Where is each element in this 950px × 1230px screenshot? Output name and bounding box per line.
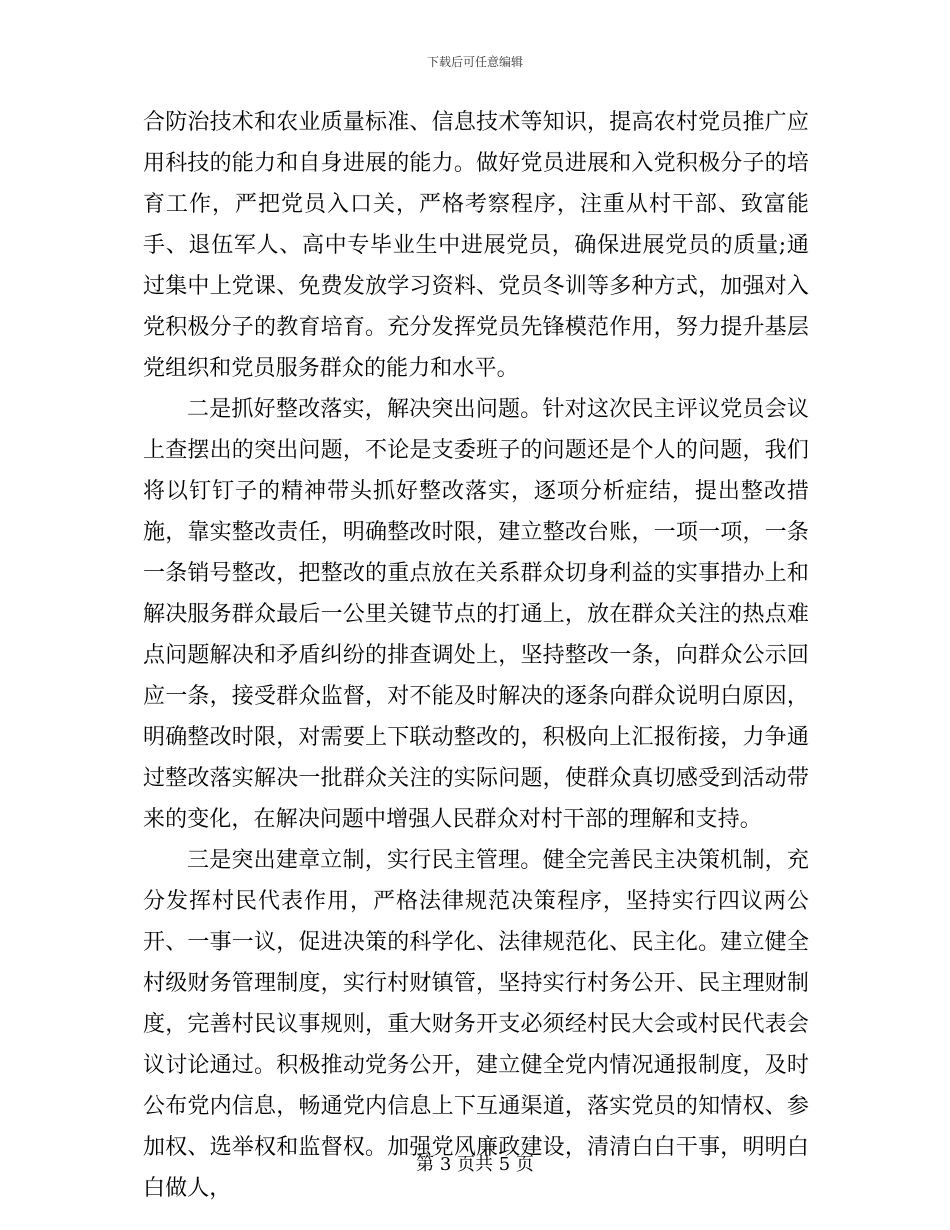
- paragraph-1: 合防治技术和农业质量标准、信息技术等知识，提高农村党员推广应用科技的能力和自身进展的能力。做好党员进展和入党积极分子的培育工作，严把党员入口关，严格考察程序，注重从村干部、致富能手、退伍军人、高中专毕业生中进展党员，确保进展党员的质量;通过集中上党课、免费发放学习资料、党员冬训等多种方式，加强对入党积极分子的教育培育。充分发挥党员先锋模范作用，努力提升基层党组织和党员服务群众的能力和水平。: [143, 110, 809, 381]
- document-body: [143, 102, 809, 1209]
- paragraph-3: 三是突出建章立制，实行民主管理。健全完善民主决策机制，充分发挥村民代表作用，严格法律规范决策程序，坚持实行四议两公开、一事一议，促进决策的科学化、法律规范化、民主化。建立健全村级财务管理制度，实行村财镇管，坚持实行村务公开、民主理财制度，完善村民议事规则，重大财务开支必须经村民大会或村民代表会议讨论通过。积极推动党务公开，建立健全党内情况通报制度，及时公布党内信息，畅通党内信息上下互通渠道，落实党员的知情权、参加权、选举权和监督权。加强党风廉政建设，清清白白干事，明明白白做人，: [143, 848, 809, 1201]
- page-number-footer: 第 3 页共 5 页: [416, 1154, 534, 1175]
- page-header: 下载后可任意编辑: [426, 55, 523, 69]
- paragraph-2: 二是抓好整改落实，解决突出问题。针对这次民主评议党员会议上查摆出的突出问题，不论是支委班子的问题还是个人的问题，我们将以钉钉子的精神带头抓好整改落实，逐项分析症结，提出整改措施，靠实整改责任，明确整改时限，建立整改台账，一项一项，一条一条销号整改，把整改的重点放在关系群众切身利益的实事措办上和解决服务群众最后一公里关键节点的打通上，放在群众关注的热点难点问题解决和矛盾纠纷的排查调处上，坚持整改一条，向群众公示回应一条，接受群众监督，对不能及时解决的逐条向群众说明白原因，明确整改时限，对需要上下联动整改的，积极向上汇报衔接，力争通过整改落实解决一批群众关注的实际问题，使群众真切感受到活动带来的变化，在解决问题中增强人民群众对村干部的理解和支持。: [143, 397, 809, 832]
